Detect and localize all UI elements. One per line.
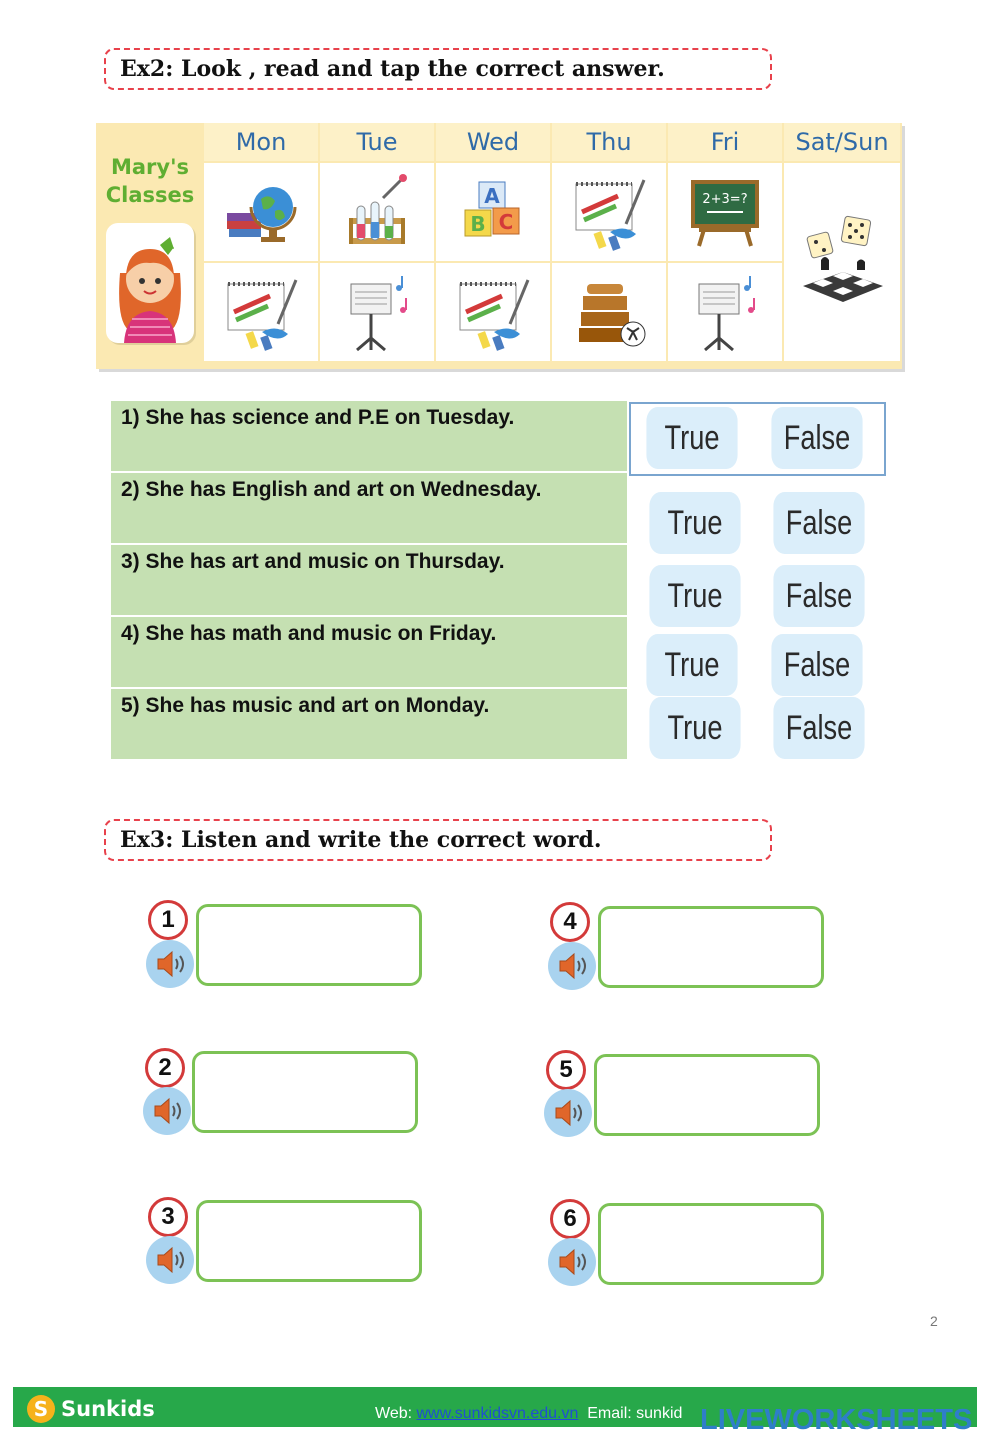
answer-input-2[interactable]	[195, 1054, 415, 1130]
svg-text:S: S	[33, 1397, 49, 1421]
answer-box-1[interactable]	[196, 904, 422, 986]
answer-input-1[interactable]	[199, 907, 419, 983]
cell-tue-2	[320, 263, 434, 361]
day-header-mon: Mon	[204, 123, 320, 161]
cell-thu-2	[552, 263, 666, 361]
false-button-5[interactable]: False	[773, 697, 864, 759]
speaker-icon	[143, 1087, 191, 1135]
false-button-3[interactable]: False	[773, 565, 864, 627]
art-palette-icon	[566, 172, 652, 252]
speaker-icon	[544, 1089, 592, 1137]
false-button-2[interactable]: False	[773, 492, 864, 554]
speaker-button-3[interactable]	[146, 1236, 194, 1284]
cell-fri-2	[668, 263, 782, 361]
sun-logo-icon	[25, 1393, 57, 1425]
item-number-3: 3	[148, 1197, 188, 1237]
answer-box-5[interactable]	[594, 1054, 820, 1136]
cell-mon-2	[204, 263, 318, 361]
speaker-button-4[interactable]	[548, 942, 596, 990]
svg-text:A: A	[484, 184, 500, 208]
science-test-tubes-icon	[337, 172, 417, 252]
cell-wed-2	[436, 263, 550, 361]
svg-text:B: B	[470, 212, 486, 236]
art-palette-icon	[450, 272, 536, 352]
day-header-fri: Fri	[668, 123, 784, 161]
question-row-1	[111, 401, 627, 471]
day-header-tue: Tue	[320, 123, 436, 161]
cell-fri-1	[668, 163, 782, 261]
speaker-icon	[146, 940, 194, 988]
answer-box-4[interactable]	[598, 906, 824, 988]
schedule-header-left	[96, 123, 204, 369]
answer-box-3[interactable]	[196, 1200, 422, 1282]
schedule-title-line2: Classes	[105, 183, 195, 207]
speaker-button-5[interactable]	[544, 1089, 592, 1137]
answer-box-6[interactable]	[598, 1203, 824, 1285]
cell-tue-1	[320, 163, 434, 261]
speaker-button-1[interactable]	[146, 940, 194, 988]
ex3-title	[104, 819, 772, 861]
music-stand-icon	[685, 272, 765, 352]
day-header-weekend: Sat/Sun	[784, 123, 902, 161]
false-button-4[interactable]: False	[771, 634, 862, 696]
speaker-button-2[interactable]	[143, 1087, 191, 1135]
question-text-3: 3) She has art and music on Thursday.	[121, 550, 505, 573]
ex2-title-text: Ex2: Look , read and tap the correct answer.	[120, 56, 665, 82]
speaker-icon	[548, 942, 596, 990]
question-row-4	[111, 617, 627, 687]
website-link[interactable]: www.sunkidsvn.edu.vn	[416, 1405, 579, 1422]
item-number-6: 6	[550, 1199, 590, 1239]
brand-name: Sunkids	[61, 1397, 155, 1421]
math-blackboard-icon	[685, 172, 765, 252]
question-row-3	[111, 545, 627, 615]
speaker-icon	[548, 1238, 596, 1286]
web-label: Web:	[375, 1405, 417, 1422]
true-button-1[interactable]: True	[646, 407, 737, 469]
pe-vaulting-box-icon	[569, 272, 649, 352]
blackboard-text: 2+3=?	[702, 192, 748, 207]
question-text-1: 1) She has science and P.E on Tuesday.	[121, 406, 515, 429]
ex2-title	[104, 48, 772, 90]
question-text-2: 2) She has English and art on Wednesday.	[121, 478, 542, 501]
schedule-title-line1: Mary's	[110, 155, 190, 179]
day-header-wed: Wed	[436, 123, 552, 161]
art-palette-icon	[218, 272, 304, 352]
true-button-3[interactable]: True	[649, 565, 740, 627]
item-number-1: 1	[148, 900, 188, 940]
question-text-4: 4) She has math and music on Friday.	[121, 622, 497, 645]
schedule-title	[98, 153, 202, 209]
answer-box-2[interactable]	[192, 1051, 418, 1133]
question-text-5: 5) She has music and art on Monday.	[121, 694, 490, 717]
cell-wed-1	[436, 163, 550, 261]
speaker-icon	[146, 1236, 194, 1284]
globe-books-icon	[221, 177, 301, 247]
music-stand-icon	[337, 272, 417, 352]
answer-input-6[interactable]	[601, 1206, 821, 1282]
abc-blocks-icon	[453, 172, 533, 252]
dice-chess-icon	[799, 212, 885, 312]
email-label: Email: sunkid	[587, 1405, 683, 1422]
question-row-5	[111, 689, 627, 759]
false-button-1[interactable]: False	[771, 407, 862, 469]
answer-input-4[interactable]	[601, 909, 821, 985]
day-header-thu: Thu	[552, 123, 668, 161]
cell-mon-1	[204, 163, 318, 261]
item-number-5: 5	[546, 1050, 586, 1090]
answer-input-5[interactable]	[597, 1057, 817, 1133]
cell-weekend	[784, 163, 900, 361]
ex3-title-text: Ex3: Listen and write the correct word.	[120, 827, 602, 853]
speaker-button-6[interactable]	[548, 1238, 596, 1286]
sunkids-logo	[25, 1393, 155, 1425]
footer-contact	[375, 1405, 682, 1423]
true-button-4[interactable]: True	[646, 634, 737, 696]
question-row-2	[111, 473, 627, 543]
svg-text:C: C	[498, 210, 514, 234]
girl-icon	[106, 223, 194, 343]
mary-avatar	[106, 223, 194, 343]
answer-input-3[interactable]	[199, 1203, 419, 1279]
true-button-2[interactable]: True	[649, 492, 740, 554]
class-schedule	[96, 123, 902, 369]
item-number-2: 2	[145, 1048, 185, 1088]
item-number-4: 4	[550, 902, 590, 942]
liveworksheets-watermark: LIVEWORKSHEETS	[700, 1404, 973, 1436]
cell-thu-1	[552, 163, 666, 261]
page-number: 2	[930, 1313, 938, 1329]
true-button-5[interactable]: True	[649, 697, 740, 759]
